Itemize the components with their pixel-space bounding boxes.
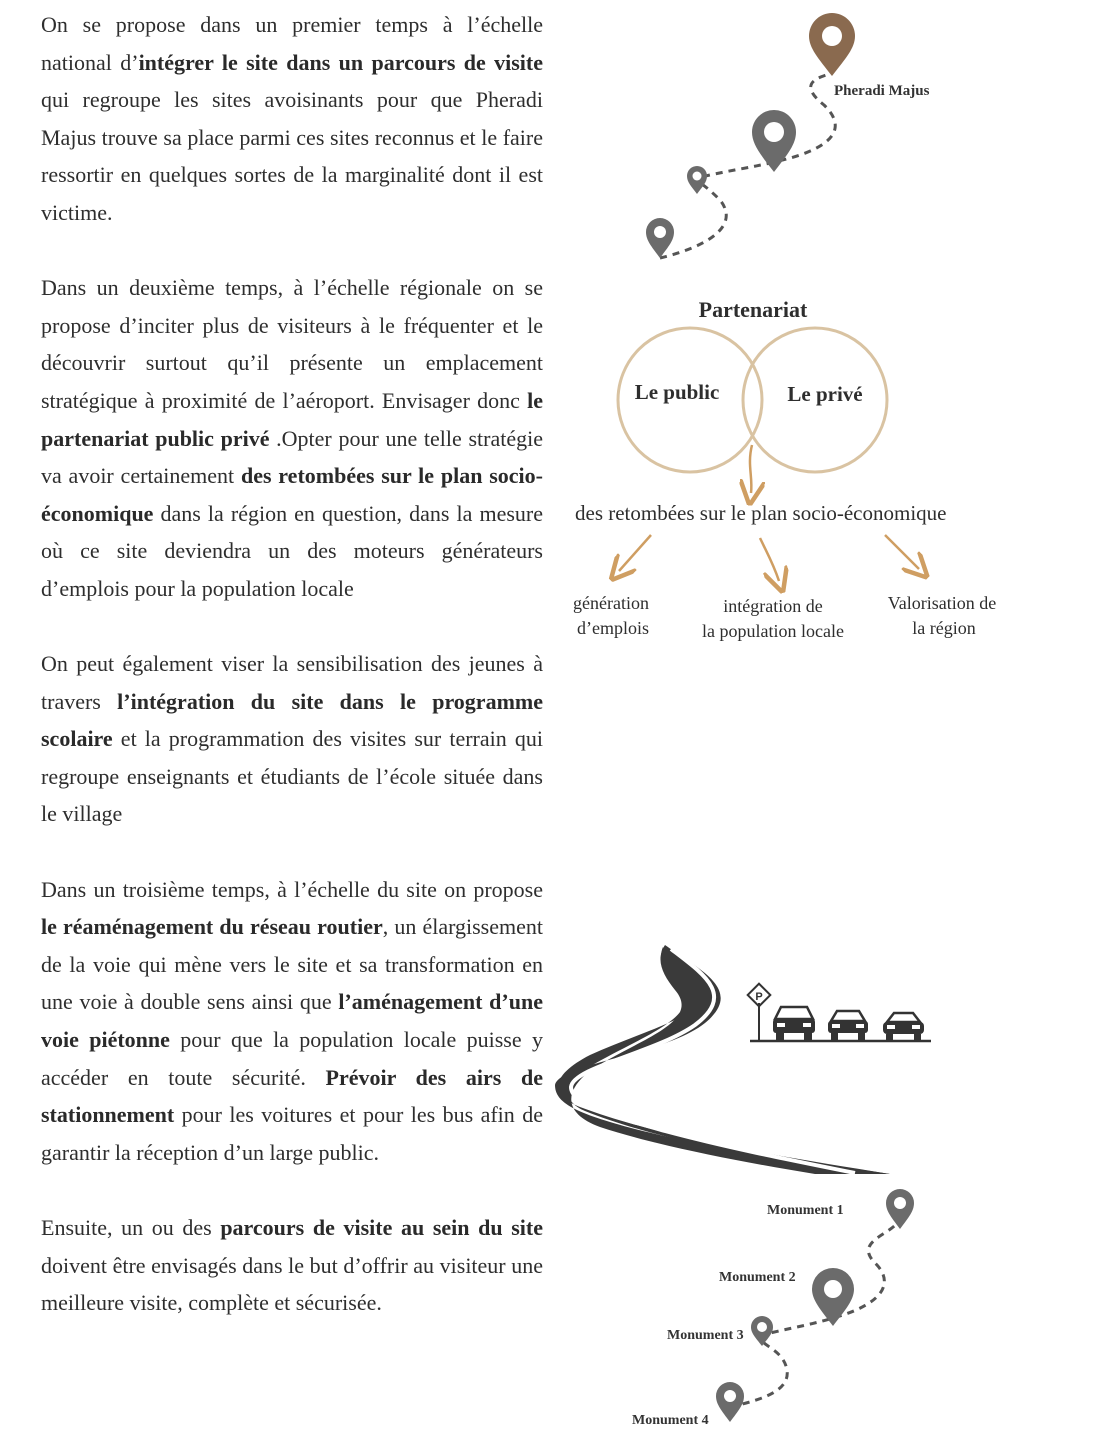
paragraph-3 xyxy=(41,645,543,833)
route-pin-large xyxy=(752,110,796,172)
outcome-2 xyxy=(702,596,844,641)
text-run: , un élargissement de la voie qui mène vers le site et sa transformation en une voie à double sens ainsi que xyxy=(41,914,543,1015)
bold-phrase: l’aménagement d’une voie piétonne xyxy=(41,989,543,1053)
text-run: qui regroupe les sites avoisinants pour que Pheradi Majus trouve sa place parmi ces sites reconnus et le faire ressortir en quelques sortes de la marginalité dont il est victime. xyxy=(41,87,543,225)
svg-text:la population locale: la population locale xyxy=(702,621,844,641)
text-run: .Opter pour une telle stratégie va avoir certainement xyxy=(41,425,543,489)
svg-text:Valorisation de: Valorisation de xyxy=(887,593,997,613)
monument-label-2: Monument 2 xyxy=(719,1270,796,1285)
bold-phrase: Prévoir des airs de stationnement xyxy=(41,1064,543,1128)
outcome-1 xyxy=(573,593,649,638)
route-path xyxy=(660,72,835,258)
partnership-title: Partenariat xyxy=(698,297,808,322)
road-shape xyxy=(558,947,890,1174)
text-run: On peut également viser la sensibilisation des jeunes à travers xyxy=(41,651,543,714)
paragraph-2 xyxy=(41,269,543,607)
monument-label-4: Monument 4 xyxy=(632,1413,709,1428)
route-map-figure xyxy=(600,10,980,290)
monuments-route-figure xyxy=(625,1185,945,1435)
svg-text:génération: génération xyxy=(573,593,649,613)
arrow-outcome-3 xyxy=(885,535,919,569)
outcome-3 xyxy=(888,593,996,638)
bold-phrase: le partenariat public privé xyxy=(41,387,543,451)
text-run: Dans un troisième temps, à l’échelle du site on propose xyxy=(41,876,543,902)
bold-phrase: le réaménagement du réseau routier xyxy=(41,914,383,940)
text-run: pour les voitures et pour les bus afin de garantir la réception d’un large public. xyxy=(41,1102,543,1165)
monument-label-1: Monument 1 xyxy=(767,1203,844,1218)
result-text: des retombées sur le plan socio-économique xyxy=(575,501,947,525)
route-pin-tiny xyxy=(687,166,707,194)
paragraph-4 xyxy=(41,871,543,1172)
car-3 xyxy=(883,1013,924,1041)
paragraph-5 xyxy=(41,1209,543,1322)
route-pin-small-1 xyxy=(646,218,674,258)
text-run: doivent être envisagés dans le but d’offrir au visiteur une meilleure visite, complète et sécurisée. xyxy=(41,1252,543,1316)
svg-text:d’emplois: d’emplois xyxy=(577,618,649,638)
paragraph-1 xyxy=(41,6,543,232)
road-figure xyxy=(555,945,945,1177)
bold-phrase: intégrer le site dans un parcours de visite xyxy=(138,49,543,75)
road-outer xyxy=(555,945,890,1174)
monument-pin-2 xyxy=(812,1268,854,1326)
arrow-outcome-2 xyxy=(760,538,779,581)
destination-label: Pheradi Majus xyxy=(834,83,930,99)
monument-pin-3 xyxy=(751,1316,773,1346)
car-1 xyxy=(773,1007,815,1040)
parking-sign-letter: P xyxy=(755,991,763,1003)
monument-pin-1 xyxy=(886,1189,914,1229)
arrow-to-result xyxy=(750,445,752,493)
text-run: Dans un deuxième temps, à l’échelle régionale on se propose d’inciter plus de visiteurs à le fréquenter et le découvrir surtout qu’il présente un emplacement stratégique à proximité de l’aéroport. Envisager donc xyxy=(41,275,543,413)
label-public: Le public xyxy=(634,380,720,404)
monument-label-3: Monument 3 xyxy=(667,1328,744,1343)
svg-text:intégration de: intégration de xyxy=(723,596,823,616)
destination-pin xyxy=(809,13,855,76)
car-2 xyxy=(828,1011,868,1040)
bold-phrase: des retombées sur le plan socio-économique xyxy=(41,463,543,526)
text-run: dans la région en question, dans la mesure où ce site deviendra un des moteurs générateurs d’emplois pour la population locale xyxy=(41,500,543,601)
body-text xyxy=(41,6,543,1359)
text-run: Ensuite, un ou des xyxy=(41,1215,221,1240)
text-run: pour que la population locale puisse y accéder en toute sécurité. xyxy=(41,1027,543,1090)
monument-pin-4 xyxy=(716,1382,744,1422)
monuments-path xyxy=(730,1218,900,1407)
text-run: On se propose dans un premier temps à l’échelle national d’ xyxy=(41,12,543,75)
label-private: Le privé xyxy=(787,382,863,406)
bold-phrase: parcours de visite au sein du site xyxy=(220,1215,543,1240)
text-run: et la programmation des visites sur terrain qui regroupe enseignants et étudiants de l’école située dans le village xyxy=(41,726,543,827)
svg-text:la région: la région xyxy=(912,618,976,638)
partnership-diagram xyxy=(555,295,1025,655)
bold-phrase: l’intégration du site dans le programme scolaire xyxy=(41,688,543,752)
arrow-outcome-1 xyxy=(619,535,651,571)
